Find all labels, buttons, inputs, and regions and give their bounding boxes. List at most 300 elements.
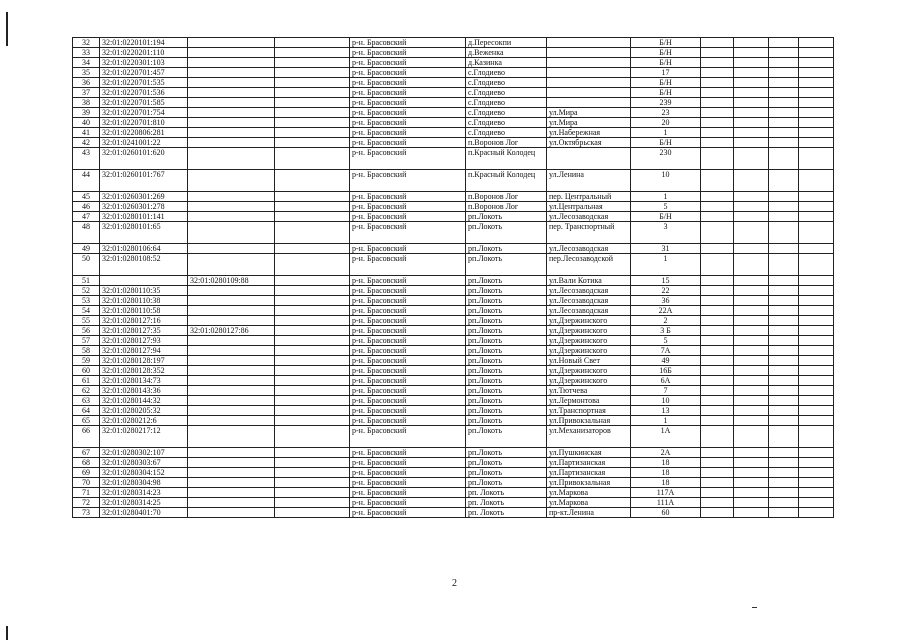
house-number: 2А — [631, 448, 701, 458]
cadastral-number-2 — [188, 286, 275, 296]
cadastral-number: 32:01:0280108:52 — [100, 254, 188, 276]
row-number: 33 — [73, 48, 100, 58]
row-number: 32 — [73, 38, 100, 48]
page-number: 2 — [452, 578, 457, 589]
empty-cell — [769, 78, 799, 88]
empty-cell — [275, 212, 350, 222]
cadastral-number: 32:01:0220701:585 — [100, 98, 188, 108]
district: р-н. Брасовский — [350, 316, 466, 326]
empty-cell — [799, 88, 834, 98]
house-number: 7А — [631, 346, 701, 356]
locality: п.Воронов Лог — [466, 202, 547, 212]
empty-cell — [701, 138, 734, 148]
house-number: 1 — [631, 416, 701, 426]
empty-cell — [734, 212, 769, 222]
district: р-н. Брасовский — [350, 286, 466, 296]
empty-cell — [275, 108, 350, 118]
street: ул.Привокзальная — [547, 478, 631, 488]
empty-cell — [734, 138, 769, 148]
table-row — [73, 58, 834, 68]
empty-cell — [769, 366, 799, 376]
district: р-н. Брасовский — [350, 498, 466, 508]
cadastral-number-2 — [188, 498, 275, 508]
cadastral-number-2 — [188, 448, 275, 458]
empty-cell — [275, 416, 350, 426]
locality: рп.Локоть — [466, 276, 547, 286]
locality: рп.Локоть — [466, 326, 547, 336]
empty-cell — [275, 118, 350, 128]
empty-cell — [275, 448, 350, 458]
empty-cell — [275, 296, 350, 306]
house-number: 60 — [631, 508, 701, 518]
empty-cell — [734, 396, 769, 406]
street: ул.Лесозаводская — [547, 244, 631, 254]
cadastral-number-2 — [188, 88, 275, 98]
empty-cell — [275, 148, 350, 170]
empty-cell — [769, 396, 799, 406]
cadastral-number-2 — [188, 406, 275, 416]
row-number: 60 — [73, 366, 100, 376]
row-number: 68 — [73, 458, 100, 468]
cadastral-number — [100, 276, 188, 286]
empty-cell — [275, 222, 350, 244]
empty-cell — [275, 336, 350, 346]
locality: рп.Локоть — [466, 212, 547, 222]
cadastral-number: 32:01:0280303:67 — [100, 458, 188, 468]
empty-cell — [799, 296, 834, 306]
cadastral-number: 32:01:0220701:536 — [100, 88, 188, 98]
cadastral-number-2 — [188, 376, 275, 386]
street: ул.Мира — [547, 108, 631, 118]
cadastral-number-2 — [188, 426, 275, 448]
cadastral-number-2 — [188, 212, 275, 222]
house-number: 18 — [631, 458, 701, 468]
table-row — [73, 508, 834, 518]
empty-cell — [734, 386, 769, 396]
table-row — [73, 286, 834, 296]
row-number: 62 — [73, 386, 100, 396]
street: ул.Лермонтова — [547, 396, 631, 406]
empty-cell — [769, 138, 799, 148]
locality: рп.Локоть — [466, 376, 547, 386]
row-number: 41 — [73, 128, 100, 138]
street: ул.Дзержинского — [547, 336, 631, 346]
cadastral-number: 32:01:0220101:194 — [100, 38, 188, 48]
empty-cell — [734, 98, 769, 108]
empty-cell — [769, 386, 799, 396]
empty-cell — [799, 448, 834, 458]
row-number: 55 — [73, 316, 100, 326]
cadastral-number: 32:01:0260301:278 — [100, 202, 188, 212]
house-number: Б/Н — [631, 138, 701, 148]
empty-cell — [275, 346, 350, 356]
empty-cell — [769, 244, 799, 254]
table-row — [73, 108, 834, 118]
district: р-н. Брасовский — [350, 488, 466, 498]
row-number: 61 — [73, 376, 100, 386]
empty-cell — [734, 296, 769, 306]
house-number: 10 — [631, 396, 701, 406]
district: р-н. Брасовский — [350, 508, 466, 518]
empty-cell — [275, 498, 350, 508]
cadastral-number: 32:01:0280127:93 — [100, 336, 188, 346]
empty-cell — [769, 346, 799, 356]
empty-cell — [275, 508, 350, 518]
locality: с.Глодиево — [466, 68, 547, 78]
table-row — [73, 426, 834, 448]
empty-cell — [734, 192, 769, 202]
house-number: 1 — [631, 192, 701, 202]
empty-cell — [701, 170, 734, 192]
empty-cell — [275, 128, 350, 138]
row-number: 35 — [73, 68, 100, 78]
empty-cell — [734, 222, 769, 244]
cadastral-number-2 — [188, 386, 275, 396]
empty-cell — [734, 356, 769, 366]
empty-cell — [799, 170, 834, 192]
district: р-н. Брасовский — [350, 78, 466, 88]
empty-cell — [734, 108, 769, 118]
cadastral-number: 32:01:0280314:23 — [100, 488, 188, 498]
table-row — [73, 366, 834, 376]
empty-cell — [799, 478, 834, 488]
empty-cell — [769, 336, 799, 346]
house-number: Б/Н — [631, 48, 701, 58]
street — [547, 68, 631, 78]
empty-cell — [799, 426, 834, 448]
table-row — [73, 346, 834, 356]
district: р-н. Брасовский — [350, 276, 466, 286]
cadastral-number-2 — [188, 108, 275, 118]
empty-cell — [769, 448, 799, 458]
locality: с.Глодиево — [466, 88, 547, 98]
locality: рп.Локоть — [466, 306, 547, 316]
street: ул.Лесозаводская — [547, 306, 631, 316]
empty-cell — [275, 138, 350, 148]
empty-cell — [799, 48, 834, 58]
table-row — [73, 316, 834, 326]
house-number: 3 Б — [631, 326, 701, 336]
cadastral-number: 32:01:0280134:73 — [100, 376, 188, 386]
house-number: 7 — [631, 386, 701, 396]
table-row — [73, 128, 834, 138]
table-row — [73, 406, 834, 416]
cadastral-number-2: 32:01:0280127:86 — [188, 326, 275, 336]
district: р-н. Брасовский — [350, 346, 466, 356]
cadastral-number: 32:01:0280314:25 — [100, 498, 188, 508]
row-number: 50 — [73, 254, 100, 276]
cadastral-number: 32:01:0280128:197 — [100, 356, 188, 366]
empty-cell — [275, 58, 350, 68]
empty-cell — [799, 346, 834, 356]
row-number: 72 — [73, 498, 100, 508]
empty-cell — [701, 376, 734, 386]
street: ул.Партизанская — [547, 458, 631, 468]
empty-cell — [701, 406, 734, 416]
street: ул.Тютчева — [547, 386, 631, 396]
empty-cell — [701, 148, 734, 170]
empty-cell — [799, 508, 834, 518]
cadastral-number: 32:01:0280110:58 — [100, 306, 188, 316]
empty-cell — [734, 306, 769, 316]
district: р-н. Брасовский — [350, 58, 466, 68]
district: р-н. Брасовский — [350, 396, 466, 406]
empty-cell — [701, 458, 734, 468]
empty-cell — [769, 416, 799, 426]
empty-cell — [799, 356, 834, 366]
house-number: Б/Н — [631, 38, 701, 48]
empty-cell — [275, 38, 350, 48]
street — [547, 58, 631, 68]
table-row — [73, 498, 834, 508]
house-number: Б/Н — [631, 212, 701, 222]
empty-cell — [275, 396, 350, 406]
row-number: 43 — [73, 148, 100, 170]
locality: п.Воронов Лог — [466, 138, 547, 148]
table-row — [73, 68, 834, 78]
row-number: 59 — [73, 356, 100, 366]
empty-cell — [799, 202, 834, 212]
table-row — [73, 336, 834, 346]
row-number: 46 — [73, 202, 100, 212]
house-number: 22А — [631, 306, 701, 316]
cadastral-number: 32:01:0280302:107 — [100, 448, 188, 458]
cadastral-number: 32:01:0220701:754 — [100, 108, 188, 118]
row-number: 63 — [73, 396, 100, 406]
empty-cell — [799, 58, 834, 68]
empty-cell — [275, 98, 350, 108]
street: ул.Дзержинского — [547, 366, 631, 376]
cadastral-number: 32:01:0280401:70 — [100, 508, 188, 518]
house-number: 20 — [631, 118, 701, 128]
locality: с.Глодиево — [466, 128, 547, 138]
cadastral-number-2 — [188, 138, 275, 148]
empty-cell — [799, 128, 834, 138]
street: ул.Транспортная — [547, 406, 631, 416]
house-number: 15 — [631, 276, 701, 286]
empty-cell — [799, 192, 834, 202]
empty-cell — [799, 222, 834, 244]
table-row — [73, 416, 834, 426]
cadastral-number-2: 32:01:0280109:88 — [188, 276, 275, 286]
empty-cell — [275, 376, 350, 386]
empty-cell — [701, 202, 734, 212]
locality: д.Веженка — [466, 48, 547, 58]
empty-cell — [799, 326, 834, 336]
house-number: 31 — [631, 244, 701, 254]
empty-cell — [769, 254, 799, 276]
street — [547, 78, 631, 88]
row-number: 52 — [73, 286, 100, 296]
cadastral-number-2 — [188, 458, 275, 468]
row-number: 51 — [73, 276, 100, 286]
empty-cell — [734, 88, 769, 98]
table-row — [73, 326, 834, 336]
empty-cell — [701, 488, 734, 498]
empty-cell — [275, 386, 350, 396]
cadastral-number-2 — [188, 118, 275, 128]
locality: рп.Локоть — [466, 468, 547, 478]
empty-cell — [701, 346, 734, 356]
empty-cell — [701, 118, 734, 128]
district: р-н. Брасовский — [350, 426, 466, 448]
row-number: 73 — [73, 508, 100, 518]
cadastral-number: 32:01:0280127:16 — [100, 316, 188, 326]
row-number: 37 — [73, 88, 100, 98]
cadastral-number: 32:01:0280128:352 — [100, 366, 188, 376]
house-number: 13 — [631, 406, 701, 416]
locality: рп.Локоть — [466, 458, 547, 468]
table-row — [73, 306, 834, 316]
district: р-н. Брасовский — [350, 244, 466, 254]
empty-cell — [799, 458, 834, 468]
empty-cell — [799, 276, 834, 286]
street: ул.Набережная — [547, 128, 631, 138]
district: р-н. Брасовский — [350, 48, 466, 58]
empty-cell — [275, 48, 350, 58]
empty-cell — [734, 426, 769, 448]
empty-cell — [701, 448, 734, 458]
cadastral-number: 32:01:0260101:620 — [100, 148, 188, 170]
district: р-н. Брасовский — [350, 148, 466, 170]
locality: д.Казинка — [466, 58, 547, 68]
empty-cell — [275, 244, 350, 254]
locality: рп. Локоть — [466, 498, 547, 508]
empty-cell — [701, 244, 734, 254]
district: р-н. Брасовский — [350, 170, 466, 192]
empty-cell — [734, 346, 769, 356]
street: ул.Партизанская — [547, 468, 631, 478]
empty-cell — [275, 458, 350, 468]
street: ул.Центральная — [547, 202, 631, 212]
row-number: 56 — [73, 326, 100, 336]
empty-cell — [799, 498, 834, 508]
empty-cell — [799, 98, 834, 108]
empty-cell — [734, 58, 769, 68]
empty-cell — [275, 170, 350, 192]
empty-cell — [275, 286, 350, 296]
empty-cell — [734, 170, 769, 192]
row-number: 38 — [73, 98, 100, 108]
row-number: 36 — [73, 78, 100, 88]
cadastral-number-2 — [188, 468, 275, 478]
empty-cell — [769, 306, 799, 316]
empty-cell — [734, 326, 769, 336]
cadastral-number-2 — [188, 68, 275, 78]
cadastral-number-2 — [188, 244, 275, 254]
district: р-н. Брасовский — [350, 478, 466, 488]
row-number: 69 — [73, 468, 100, 478]
empty-cell — [701, 108, 734, 118]
cadastral-number: 32:01:0280127:94 — [100, 346, 188, 356]
cadastral-number: 32:01:0220301:103 — [100, 58, 188, 68]
district: р-н. Брасовский — [350, 376, 466, 386]
cadastral-number: 32:01:0280144:32 — [100, 396, 188, 406]
cadastral-number-2 — [188, 58, 275, 68]
row-number: 67 — [73, 448, 100, 458]
street: ул.Вали Котика — [547, 276, 631, 286]
empty-cell — [275, 254, 350, 276]
empty-cell — [734, 244, 769, 254]
empty-cell — [734, 118, 769, 128]
table-row — [73, 458, 834, 468]
empty-cell — [701, 48, 734, 58]
locality: рп.Локоть — [466, 336, 547, 346]
empty-cell — [799, 306, 834, 316]
locality: рп.Локоть — [466, 316, 547, 326]
empty-cell — [769, 88, 799, 98]
district: р-н. Брасовский — [350, 406, 466, 416]
table-row — [73, 88, 834, 98]
district: р-н. Брасовский — [350, 68, 466, 78]
empty-cell — [734, 478, 769, 488]
district: р-н. Брасовский — [350, 202, 466, 212]
street: ул.Дзержинского — [547, 326, 631, 336]
street: пер. Центральный — [547, 192, 631, 202]
empty-cell — [799, 336, 834, 346]
locality: рп.Локоть — [466, 366, 547, 376]
cadastral-number: 32:01:0280127:35 — [100, 326, 188, 336]
empty-cell — [275, 356, 350, 366]
locality: рп.Локоть — [466, 222, 547, 244]
cadastral-number-2 — [188, 128, 275, 138]
empty-cell — [701, 498, 734, 508]
cadastral-number: 32:01:0280110:35 — [100, 286, 188, 296]
empty-cell — [769, 68, 799, 78]
table-row — [73, 254, 834, 276]
empty-cell — [799, 286, 834, 296]
empty-cell — [799, 488, 834, 498]
empty-cell — [701, 326, 734, 336]
locality: рп.Локоть — [466, 356, 547, 366]
empty-cell — [769, 212, 799, 222]
row-number: 47 — [73, 212, 100, 222]
street: ул.Ленина — [547, 170, 631, 192]
cadastral-number-2 — [188, 488, 275, 498]
house-number: 5 — [631, 202, 701, 212]
locality: рп. Локоть — [466, 488, 547, 498]
empty-cell — [701, 38, 734, 48]
empty-cell — [769, 376, 799, 386]
table-row — [73, 38, 834, 48]
street: ул.Маркова — [547, 498, 631, 508]
table-row — [73, 276, 834, 286]
empty-cell — [275, 88, 350, 98]
empty-cell — [275, 426, 350, 448]
street: ул.Дзержинского — [547, 376, 631, 386]
row-number: 34 — [73, 58, 100, 68]
empty-cell — [799, 376, 834, 386]
district: р-н. Брасовский — [350, 296, 466, 306]
empty-cell — [769, 192, 799, 202]
district: р-н. Брасовский — [350, 98, 466, 108]
empty-cell — [734, 48, 769, 58]
table-row — [73, 488, 834, 498]
locality: с.Глодиево — [466, 118, 547, 128]
house-number: 6А — [631, 376, 701, 386]
empty-cell — [275, 366, 350, 376]
street: ул.Маркова — [547, 488, 631, 498]
table-row — [73, 48, 834, 58]
empty-cell — [769, 118, 799, 128]
cadastral-number-2 — [188, 296, 275, 306]
empty-cell — [769, 222, 799, 244]
row-number: 44 — [73, 170, 100, 192]
table-row — [73, 212, 834, 222]
table-row — [73, 244, 834, 254]
empty-cell — [275, 192, 350, 202]
locality: п.Воронов Лог — [466, 192, 547, 202]
